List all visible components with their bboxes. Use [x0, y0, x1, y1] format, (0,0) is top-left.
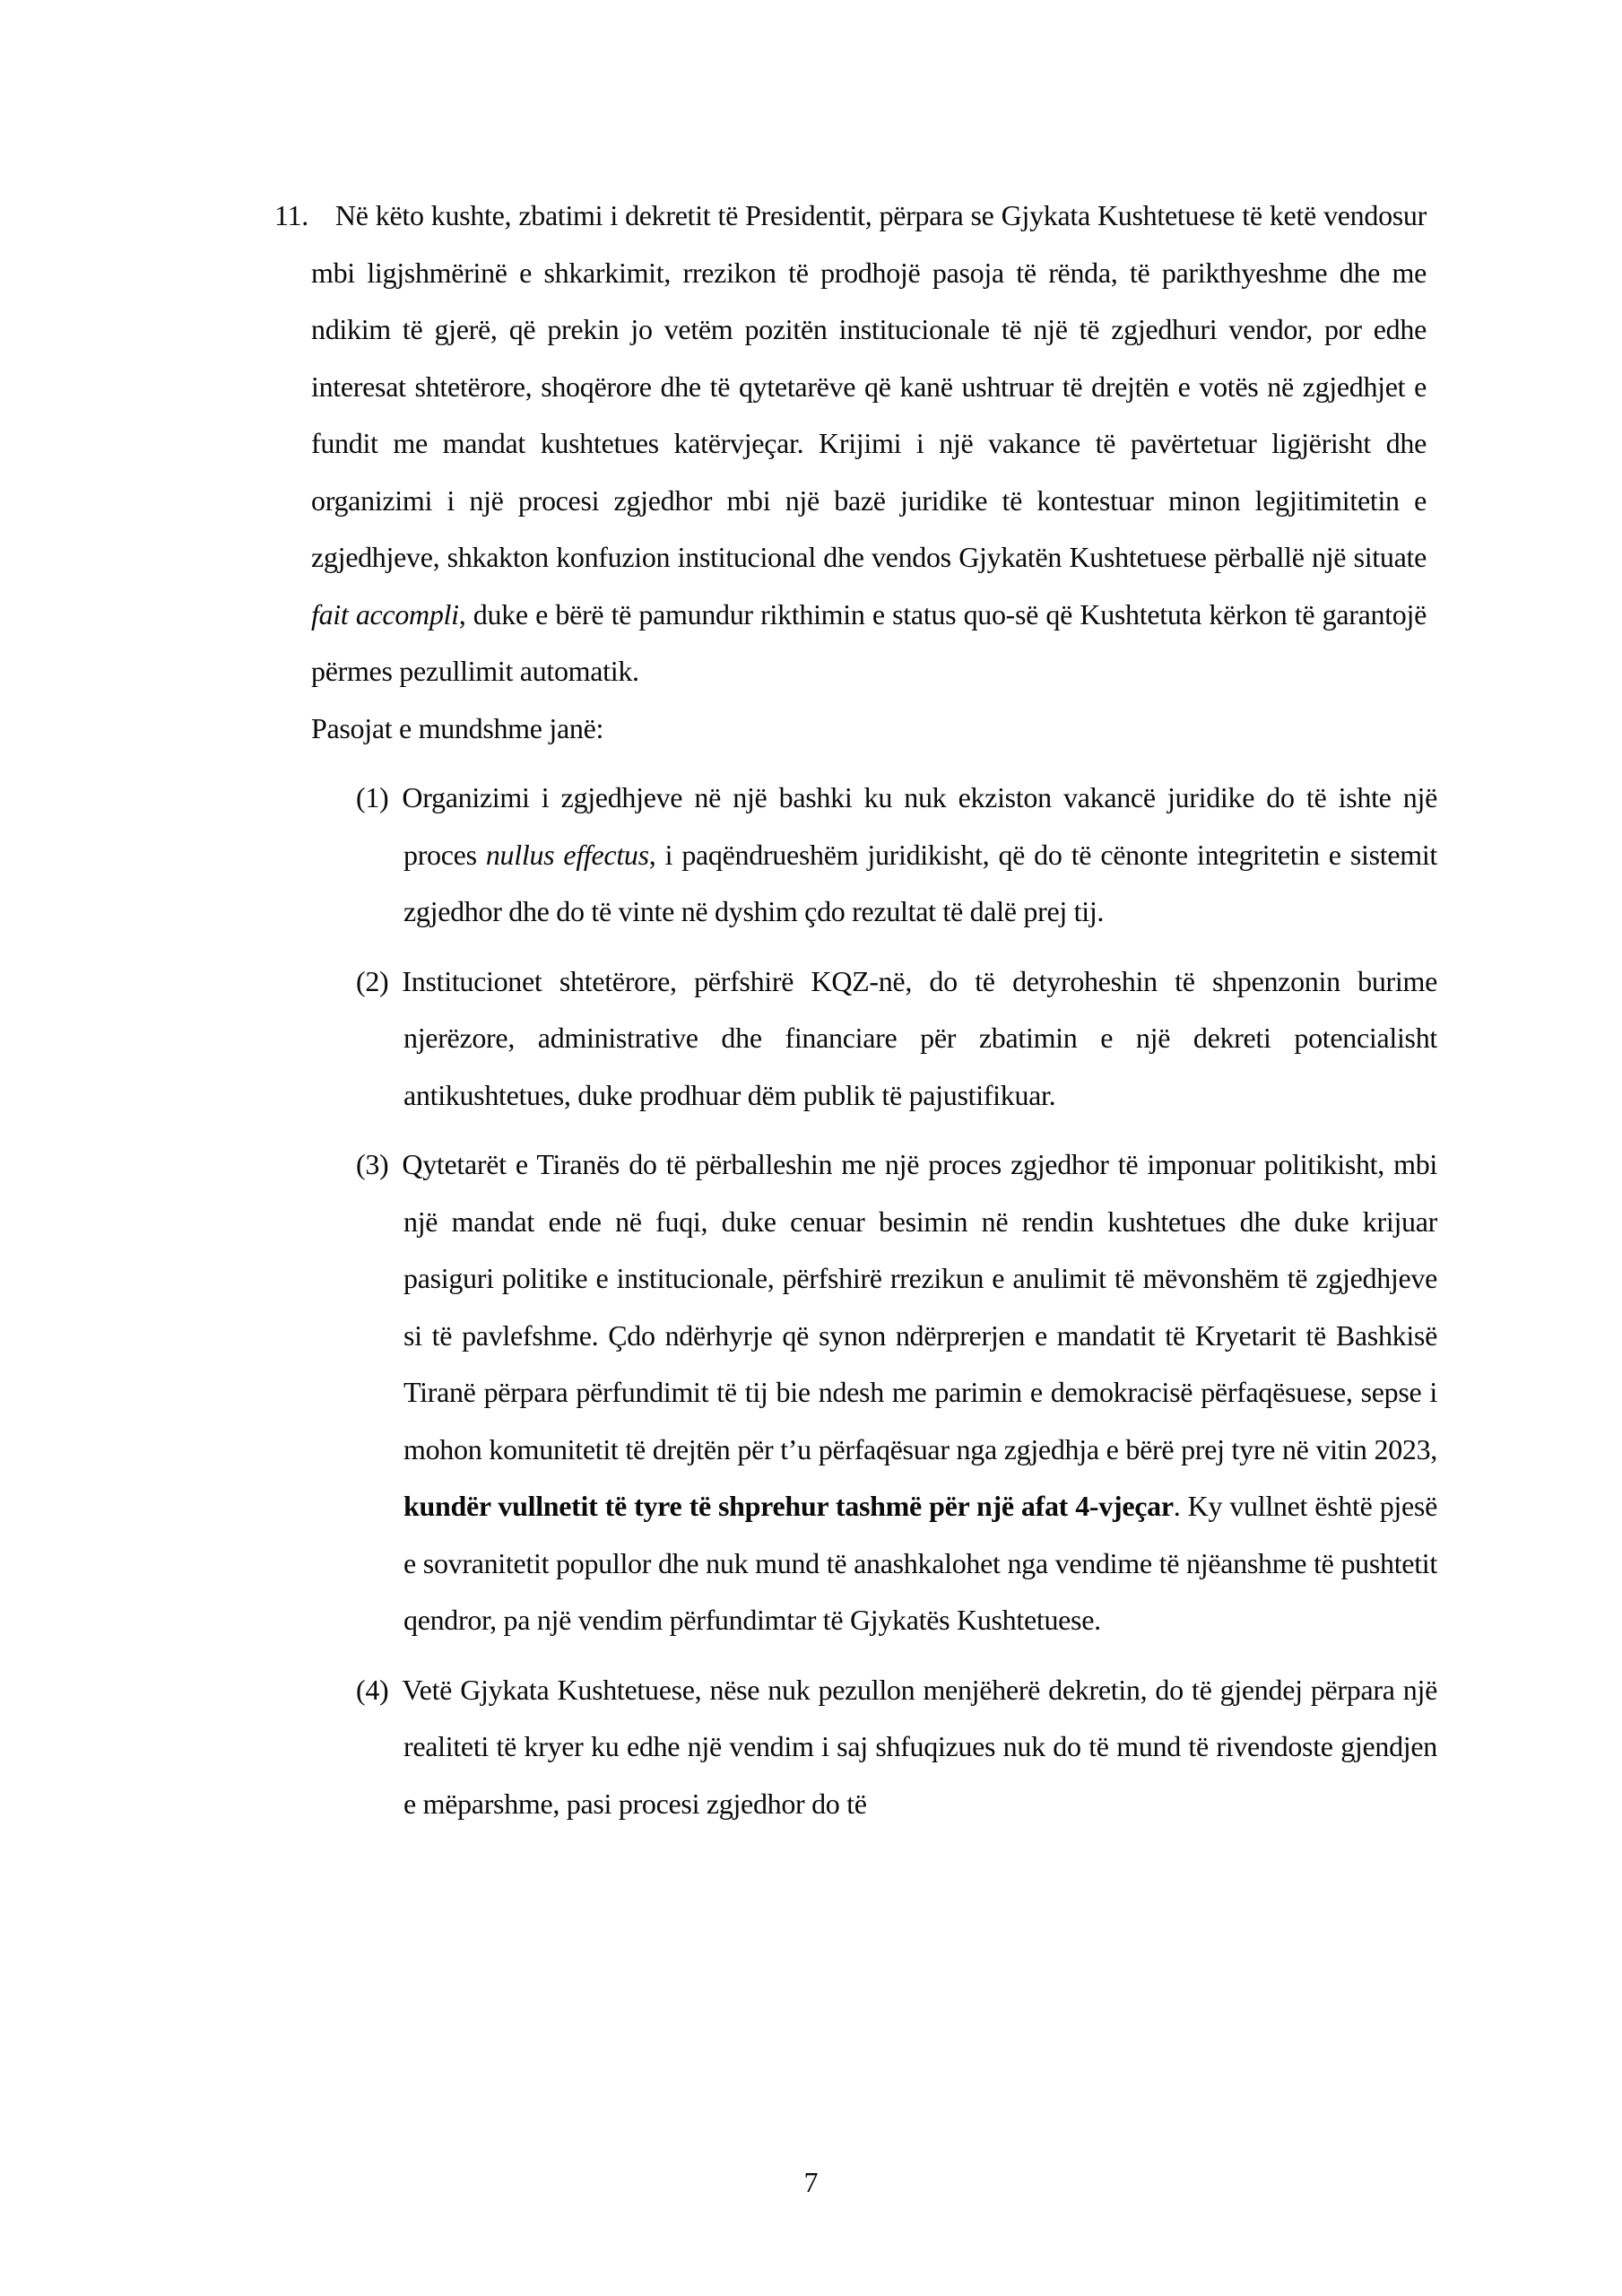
- consequences-intro: Pasojat e mundshme janë:: [311, 711, 604, 744]
- consequence-item-1: [356, 770, 1437, 941]
- page-content: [0, 187, 1622, 1832]
- main-paragraph: [274, 187, 1427, 700]
- item-number: (3): [356, 1148, 389, 1180]
- consequence-item-3: [356, 1136, 1437, 1649]
- item-number: (2): [356, 964, 389, 997]
- consequence-item-2: [356, 953, 1437, 1125]
- consequence-item-4: [356, 1662, 1437, 1833]
- item-number: (4): [356, 1673, 389, 1706]
- item-body: Vetë Gjykata Kushtetuese, nëse nuk pezullon menjëherë dekretin, do të gjendej përpara një realiteti të kryer ku edhe një vendim i saj shfuqizues nuk do të mund të rivendoste gjendjen e mëparshme, pasi procesi zgjedhor do të: [402, 1673, 1437, 1820]
- paragraph-number: 11.: [274, 199, 308, 231]
- item-body: Qytetarët e Tiranës do të përballeshin me një proces zgjedhor të imponuar politikisht, mbi një mandat ende në fuqi, duke cenuar besimin në rendin kushtetues dhe duke krijuar pasiguri politike e institucionale, përfshirë rrezikun e anulimit të mëvonshëm të zgjedhjeve si të pavlefshme. Çdo ndërhyrje që synon ndërprerjen e mandatit të Kryetarit të Bashkisë Tiranë përpara përfundimit të tij bie ndesh me parimin e demokracisë përfaqësuese, sepse i mohon komunitetit të drejtën për t’u përfaqësuar nga zgjedhja e bërë prej tyre në vitin 2023, kundër vullnetit të tyre të shprehur tashmë për një afat 4-vjeçar. Ky vullnet është pjesë e sovranitetit popullor dhe nuk mund të anashkalohet nga vendime të njëanshme të pushtetit qendror, pa një vendim përfundimtar të Gjykatës Kushtetuese.: [402, 1148, 1437, 1636]
- page-number: 7: [803, 2166, 819, 2198]
- paragraph-body: Në këto kushte, zbatimi i dekretit të Presidentit, përpara se Gjykata Kushtetuese të ketë vendosur mbi ligjshmërinë e shkarkimit, rrezikon të prodhojë pasoja të rënda, të parikthyeshme dhe me ndikim të gjerë, që prekin jo vetëm pozitën institucionale të një të zgjedhuri vendor, por edhe interesat shtetërore, shoqërore dhe të qytetarëve që kanë ushtruar të drejtën e votës në zgjedhjet e fundit me mandat kushtetues katërvjeçar. Krijimi i një vakance të pavërtetuar ligjërisht dhe organizimi i një procesi zgjedhor mbi një bazë juridike të kontestuar minon legjitimitetin e zgjedhjeve, shkakton konfuzion institucional dhe vendos Gjykatën Kushtetuese përballë një situate fait accompli, duke e bërë të pamundur rikthimin e status quo-së që Kushtetuta kërkon të garantojë përmes pezullimit automatik.: [311, 199, 1427, 687]
- item-body: Organizimi i zgjedhjeve në një bashki ku nuk ekziston vakancë juridike do të ishte një proces nullus effectus, i paqëndrueshëm juridikisht, që do të cënonte integritetin e sistemit zgjedhor dhe do të vinte në dyshim çdo rezultat të dalë prej tij.: [402, 781, 1437, 927]
- item-body: Institucionet shtetërore, përfshirë KQZ-në, do të detyroheshin të shpenzonin burime njerëzore, administrative dhe financiare për zbatimin e një dekreti potencialisht antikushtetues, duke prodhuar dëm publik të pajustifikuar.: [402, 964, 1437, 1111]
- item-number: (1): [356, 781, 389, 813]
